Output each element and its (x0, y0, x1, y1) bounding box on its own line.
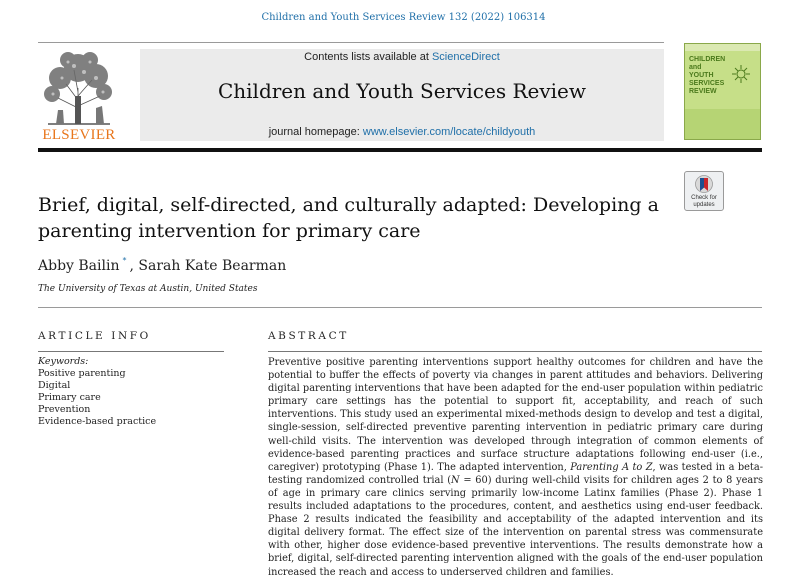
check-for-updates-button[interactable] (684, 171, 724, 211)
keywords-list (38, 368, 156, 428)
bookmark-icon (695, 175, 713, 194)
keyword-item: Evidence-based practice (38, 416, 157, 427)
journal-cover-image[interactable] (684, 43, 761, 140)
check-for-updates-label (685, 195, 723, 208)
author-name-1[interactable]: Abby Bailin (38, 258, 120, 274)
journal-masthead (140, 49, 664, 141)
article-info-heading: ARTICLE INFO (38, 330, 151, 342)
abstract-body (268, 356, 763, 579)
article-info-rule (38, 351, 224, 352)
header-thick-rule (38, 148, 762, 152)
elsevier-logo[interactable] (38, 48, 120, 144)
section-divider-rule (38, 307, 762, 308)
author-affiliation: The University of Texas at Austin, United States (38, 284, 258, 294)
cover-emblem-icon (731, 64, 751, 84)
abstract-text-part-3: = 60) during well-child visits for children ages 2 to 8 years of age in primary care clinics serving primarily low-income Latinx families (Phase 2). Phase 1 results included adaptations to the procedures, content, and aesthetics using end-user feedback. Phase 2 results indicated the feasibility and acceptability of the adapted intervention and its digital delivery format. The effect size of the intervention on parental stress was commensurate with other, higher dose evidence-based preventive interventions. The results demonstrate how a brief, digital, self-directed parenting intervention aligned with the goals of the end-user population increased the reach and access to underserved children and families. (268, 474, 763, 578)
intervention-name: Parenting A to Z (570, 461, 653, 473)
abstract-text-part-2: , was tested in a beta-testing randomized controlled trial ( (268, 461, 764, 486)
journal-homepage-link[interactable]: www.elsevier.com/locate/childyouth (362, 126, 536, 138)
sciencedirect-link[interactable]: ScienceDirect (431, 51, 500, 63)
keywords-label: Keywords: (38, 356, 89, 367)
corresponding-author-mark[interactable]: * (122, 256, 127, 265)
check-updates-line2: updates (693, 201, 715, 208)
cover-bottom-band (685, 109, 760, 139)
cover-title: CHILDREN and YOUTH SERVICES REVIEW (689, 56, 726, 95)
contents-prefix: Contents lists available at (304, 51, 432, 63)
header-top-rule (38, 42, 664, 43)
keyword-item: Positive parenting (38, 368, 126, 379)
author-list (38, 256, 286, 274)
elsevier-wordmark: ELSEVIER (42, 127, 116, 143)
journal-citation-link[interactable]: Children and Youth Services Review 132 (2022) 106314 (261, 12, 546, 23)
journal-homepage-line (140, 126, 664, 138)
keyword-item: Digital (38, 380, 71, 391)
cover-top-band (685, 44, 760, 51)
homepage-prefix: journal homepage: (268, 126, 363, 138)
check-updates-line1: Check for (691, 195, 717, 201)
sample-size-symbol: N (451, 474, 460, 486)
article-title: Brief, digital, self-directed, and culturally adapted: Developing a parenting intervention for primary care (38, 194, 659, 242)
abstract-heading: ABSTRACT (268, 330, 349, 342)
elsevier-tree-icon (38, 48, 120, 126)
author-name-2[interactable]: Sarah Kate Bearman (138, 258, 287, 274)
keyword-item: Prevention (38, 404, 91, 415)
journal-name: Children and Youth Services Review (217, 79, 587, 103)
contents-availability-line (140, 51, 664, 63)
author-separator: , (129, 258, 139, 274)
keyword-item: Primary care (38, 392, 101, 403)
abstract-text-part-1: Preventive positive parenting interventions support healthy outcomes for children and have the potential to buffer the effects of poverty via changes in parent attitudes and behaviors. Delivering digital parenting interventions that have been adapted for the end-user population within pediatric primary care settings has the potential to support fit, acceptability, and reach of such interventions. This study used an experimental mixed-methods design to develop and test a digital, single-session, self-directed preventive parenting intervention in pediatric primary care during well-child visits. The intervention was developed through integration of common elements of evidence-based parenting practices and surface structure adaptations following end-user (i.e., caregiver) prototyping (Phase 1). The adapted intervention, (268, 357, 763, 473)
abstract-rule (268, 351, 762, 352)
